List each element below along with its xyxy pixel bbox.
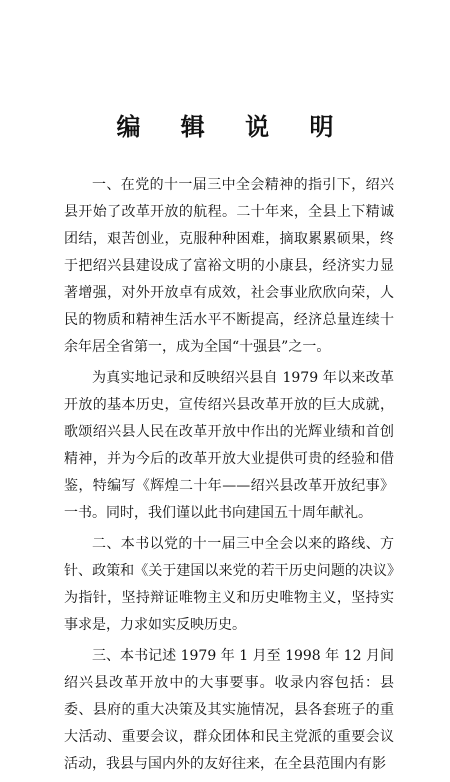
- paragraph-2: 为真实地记录和反映绍兴县自 1979 年以来改革开放的基本历史，宣传绍兴县改革开放的巨大成就，歌颂绍兴县人民在改革开放中作出的光辉业绩和首创精神，并为今后的改革开放大业提供可贵的经验和借鉴，特编写《辉煌二十年——绍兴县改革开放纪事》一书。同时，我们谨以此书向建国五十周年献礼。: [64, 370, 394, 521]
- paragraph-4: 三、本书记述 1979 年 1 月至 1998 年 12 月间绍兴县改革开放中的大事要事。收录内容包括：县委、县府的重大决策及其实施情况，县各套班子的重大活动、重要会议，群众团体和民主党派的重要会议活动，我县与国内外的友好往来，在全县范围内有影: [64, 648, 394, 772]
- body-text: [64, 172, 394, 782]
- paragraph-1: 一、在党的十一届三中全会精神的指引下，绍兴县开始了改革开放的航程。二十年来，全县上下精诚团结，艰苦创业，克服种种困难，摘取累累硕果，终于把绍兴县建设成了富裕文明的小康县，经济实力显著增强，对外开放卓有成效，社会事业欣欣向荣，人民的物质和精神生活水平不断提高，经济总量连续十余年居全省第一，成为全国“十强县”之一。: [64, 177, 394, 355]
- paragraph-3: 二、本书以党的十一届三中全会以来的路线、方针、政策和《关于建国以来党的若干历史问题的决议》为指针，坚持辩证唯物主义和历史唯物主义，坚持实事求是，力求如实反映历史。: [64, 536, 394, 633]
- page-title: 编 辑 说 明: [116, 112, 350, 141]
